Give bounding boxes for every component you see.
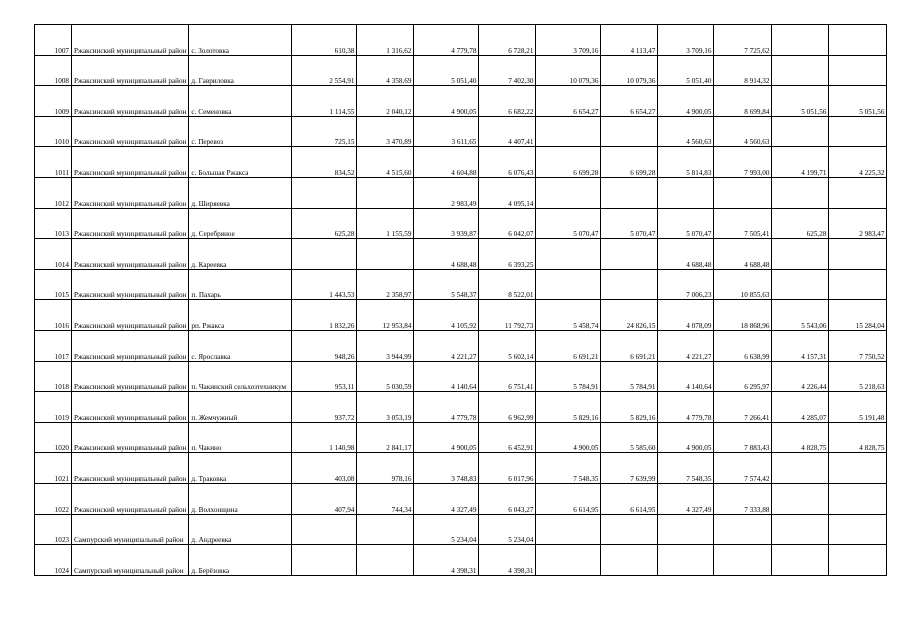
value-cell: 5 829,16: [536, 392, 601, 423]
value-cell: 6 295,97: [714, 361, 772, 392]
value-cell: 4 285,07: [772, 392, 829, 423]
table-row: [35, 483, 887, 514]
value-cell: 4 560,63: [658, 116, 714, 147]
settlement-cell: с. Золотовка: [189, 25, 292, 56]
value-cell: 6 452,91: [479, 422, 536, 453]
value-cell: [601, 545, 658, 576]
value-cell: 4 900,05: [658, 422, 714, 453]
value-cell: 6 654,27: [601, 86, 658, 117]
row-number-cell: 1018: [35, 361, 72, 392]
table-row: [35, 116, 887, 147]
value-cell: 4 327,49: [658, 483, 714, 514]
settlement-cell: с. Ярославка: [189, 330, 292, 361]
value-cell: [772, 453, 829, 484]
table-row: [35, 25, 887, 56]
row-number-cell: 1021: [35, 453, 72, 484]
row-number-cell: 1014: [35, 239, 72, 270]
row-number-cell: 1022: [35, 483, 72, 514]
settlement-cell: д. Андреевка: [189, 514, 292, 545]
table-body: [35, 25, 887, 576]
value-cell: 6 393,25: [479, 239, 536, 270]
value-cell: 8 522,01: [479, 269, 536, 300]
value-cell: 12 953,84: [357, 300, 414, 331]
value-cell: 5 191,48: [829, 392, 887, 423]
district-cell: Ржаксинский муниципальный район: [72, 25, 189, 56]
value-cell: [357, 545, 414, 576]
value-cell: [772, 545, 829, 576]
value-cell: 5 458,74: [536, 300, 601, 331]
settlement-cell: д. Ширяевка: [189, 177, 292, 208]
settlement-cell: с. Большая Ржакса: [189, 147, 292, 178]
value-cell: 6 728,21: [479, 25, 536, 56]
value-cell: 7 333,88: [714, 483, 772, 514]
row-number-cell: 1024: [35, 545, 72, 576]
value-cell: 2 983,49: [414, 177, 479, 208]
value-cell: [829, 177, 887, 208]
value-cell: [536, 239, 601, 270]
value-cell: 6 682,22: [479, 86, 536, 117]
row-number-cell: 1011: [35, 147, 72, 178]
value-cell: 10 079,36: [536, 55, 601, 86]
value-cell: [829, 25, 887, 56]
value-cell: 4 900,05: [536, 422, 601, 453]
value-cell: 5 784,91: [536, 361, 601, 392]
table-row: [35, 208, 887, 239]
value-cell: [714, 545, 772, 576]
value-cell: [601, 177, 658, 208]
row-number-cell: 1012: [35, 177, 72, 208]
value-cell: 6 614,95: [536, 483, 601, 514]
value-cell: 2 841,17: [357, 422, 414, 453]
value-cell: 11 792,73: [479, 300, 536, 331]
value-cell: [772, 177, 829, 208]
value-cell: [601, 269, 658, 300]
value-cell: [772, 514, 829, 545]
value-cell: 6 638,99: [714, 330, 772, 361]
settlement-cell: д. Траковка: [189, 453, 292, 484]
value-cell: [357, 514, 414, 545]
value-cell: [772, 55, 829, 86]
value-cell: 625,28: [292, 208, 357, 239]
value-cell: 4 095,14: [479, 177, 536, 208]
value-cell: 4 157,31: [772, 330, 829, 361]
value-cell: 4 407,41: [479, 116, 536, 147]
district-cell: Ржаксинский муниципальный район: [72, 361, 189, 392]
value-cell: 3 470,89: [357, 116, 414, 147]
value-cell: 5 543,06: [772, 300, 829, 331]
value-cell: 5 070,47: [601, 208, 658, 239]
district-cell: Ржаксинский муниципальный район: [72, 269, 189, 300]
value-cell: 4 688,48: [714, 239, 772, 270]
value-cell: 7 883,43: [714, 422, 772, 453]
value-cell: 10 079,36: [601, 55, 658, 86]
table-row: [35, 453, 887, 484]
table-row: [35, 55, 887, 86]
value-cell: [829, 116, 887, 147]
value-cell: 7 574,42: [714, 453, 772, 484]
value-cell: 8 699,84: [714, 86, 772, 117]
value-cell: 7 548,35: [658, 453, 714, 484]
settlement-cell: д. Берёзовка: [189, 545, 292, 576]
value-cell: 7 639,99: [601, 453, 658, 484]
value-cell: 5 814,83: [658, 147, 714, 178]
value-cell: 4 221,27: [658, 330, 714, 361]
value-cell: 3 709,16: [658, 25, 714, 56]
value-cell: [829, 239, 887, 270]
value-cell: 3 709,16: [536, 25, 601, 56]
value-cell: 4 688,48: [658, 239, 714, 270]
value-cell: 6 042,07: [479, 208, 536, 239]
value-cell: 4 078,09: [658, 300, 714, 331]
value-cell: [829, 453, 887, 484]
value-cell: 3 611,65: [414, 116, 479, 147]
value-cell: 4 225,32: [829, 147, 887, 178]
value-cell: 2 358,97: [357, 269, 414, 300]
district-cell: Сампурский муниципальный район: [72, 514, 189, 545]
table-row: [35, 422, 887, 453]
value-cell: 5 548,37: [414, 269, 479, 300]
value-cell: 937,72: [292, 392, 357, 423]
value-cell: 625,28: [772, 208, 829, 239]
row-number-cell: 1007: [35, 25, 72, 56]
row-number-cell: 1019: [35, 392, 72, 423]
value-cell: 7 266,41: [714, 392, 772, 423]
value-cell: [829, 55, 887, 86]
value-cell: 4 327,49: [414, 483, 479, 514]
value-cell: 7 993,00: [714, 147, 772, 178]
value-cell: 5 051,40: [658, 55, 714, 86]
value-cell: 4 900,05: [414, 86, 479, 117]
table-row: [35, 392, 887, 423]
value-cell: [601, 514, 658, 545]
value-cell: [536, 545, 601, 576]
value-cell: 7 725,62: [714, 25, 772, 56]
district-cell: Ржаксинский муниципальный район: [72, 239, 189, 270]
district-cell: Ржаксинский муниципальный район: [72, 453, 189, 484]
value-cell: 24 826,15: [601, 300, 658, 331]
value-cell: 4 560,63: [714, 116, 772, 147]
district-cell: Ржаксинский муниципальный район: [72, 330, 189, 361]
value-cell: [772, 483, 829, 514]
value-cell: [714, 177, 772, 208]
value-cell: 5 784,91: [601, 361, 658, 392]
value-cell: [772, 116, 829, 147]
settlement-cell: д. Волхонщина: [189, 483, 292, 514]
district-cell: Ржаксинский муниципальный район: [72, 147, 189, 178]
value-cell: 4 398,31: [414, 545, 479, 576]
row-number-cell: 1013: [35, 208, 72, 239]
value-cell: 953,11: [292, 361, 357, 392]
district-cell: Ржаксинский муниципальный район: [72, 208, 189, 239]
value-cell: 1 114,55: [292, 86, 357, 117]
value-cell: 1 155,59: [357, 208, 414, 239]
settlement-cell: рп. Ржакса: [189, 300, 292, 331]
value-cell: [601, 239, 658, 270]
value-cell: 5 602,14: [479, 330, 536, 361]
value-cell: 7 402,30: [479, 55, 536, 86]
value-cell: 744,34: [357, 483, 414, 514]
value-cell: 6 017,96: [479, 453, 536, 484]
value-cell: [292, 239, 357, 270]
row-number-cell: 1010: [35, 116, 72, 147]
value-cell: 4 358,69: [357, 55, 414, 86]
value-cell: [772, 269, 829, 300]
value-cell: [829, 545, 887, 576]
value-cell: 4 199,71: [772, 147, 829, 178]
value-cell: [829, 269, 887, 300]
value-cell: 3 939,87: [414, 208, 479, 239]
row-number-cell: 1020: [35, 422, 72, 453]
value-cell: [829, 483, 887, 514]
value-cell: 15 284,04: [829, 300, 887, 331]
row-number-cell: 1009: [35, 86, 72, 117]
value-cell: 6 962,99: [479, 392, 536, 423]
value-cell: 7 750,52: [829, 330, 887, 361]
settlement-cell: с. Перевоз: [189, 116, 292, 147]
value-cell: 4 779,78: [414, 392, 479, 423]
value-cell: [658, 545, 714, 576]
value-cell: 4 828,75: [829, 422, 887, 453]
district-cell: Ржаксинский муниципальный район: [72, 392, 189, 423]
value-cell: 6 699,28: [601, 147, 658, 178]
row-number-cell: 1016: [35, 300, 72, 331]
table-row: [35, 177, 887, 208]
value-cell: [536, 269, 601, 300]
settlement-cell: с. Семеновка: [189, 86, 292, 117]
value-cell: [536, 177, 601, 208]
value-cell: [829, 514, 887, 545]
value-cell: [658, 177, 714, 208]
district-cell: Ржаксинский муниципальный район: [72, 116, 189, 147]
table-row: [35, 361, 887, 392]
district-cell: Ржаксинский муниципальный район: [72, 55, 189, 86]
value-cell: 4 779,78: [414, 25, 479, 56]
value-cell: 5 030,59: [357, 361, 414, 392]
table-row: [35, 86, 887, 117]
value-cell: 7 006,23: [658, 269, 714, 300]
value-cell: 4 398,31: [479, 545, 536, 576]
row-number-cell: 1023: [35, 514, 72, 545]
value-cell: 4 900,05: [658, 86, 714, 117]
value-cell: 5 070,47: [658, 208, 714, 239]
value-cell: [292, 177, 357, 208]
value-cell: 6 654,27: [536, 86, 601, 117]
value-cell: 4 828,75: [772, 422, 829, 453]
value-cell: 6 751,41: [479, 361, 536, 392]
value-cell: 5 829,16: [601, 392, 658, 423]
value-cell: 5 585,60: [601, 422, 658, 453]
value-cell: 5 051,56: [829, 86, 887, 117]
value-cell: 2 983,47: [829, 208, 887, 239]
value-cell: 3 053,19: [357, 392, 414, 423]
value-cell: 4 515,60: [357, 147, 414, 178]
value-cell: 6 076,43: [479, 147, 536, 178]
table-row: [35, 514, 887, 545]
value-cell: 6 043,27: [479, 483, 536, 514]
settlement-cell: п. Пахарь: [189, 269, 292, 300]
settlement-cell: д. Серебряное: [189, 208, 292, 239]
district-cell: Ржаксинский муниципальный район: [72, 422, 189, 453]
district-cell: Ржаксинский муниципальный район: [72, 300, 189, 331]
value-cell: 3 748,83: [414, 453, 479, 484]
table-row: [35, 545, 887, 576]
value-cell: 1 443,53: [292, 269, 357, 300]
settlement-cell: п. Жемчужный: [189, 392, 292, 423]
value-cell: 4 140,64: [414, 361, 479, 392]
value-cell: 4 221,27: [414, 330, 479, 361]
value-cell: [536, 514, 601, 545]
value-cell: [536, 116, 601, 147]
value-cell: 5 051,56: [772, 86, 829, 117]
value-cell: 4 900,05: [414, 422, 479, 453]
value-cell: [357, 177, 414, 208]
value-cell: 4 140,64: [658, 361, 714, 392]
value-cell: 6 691,21: [536, 330, 601, 361]
value-cell: 18 868,96: [714, 300, 772, 331]
value-cell: 4 604,88: [414, 147, 479, 178]
value-cell: 1 140,98: [292, 422, 357, 453]
value-cell: 10 855,63: [714, 269, 772, 300]
settlement-cell: д. Кареевка: [189, 239, 292, 270]
value-cell: 8 914,32: [714, 55, 772, 86]
district-cell: Сампурский муниципальный район: [72, 545, 189, 576]
settlement-cell: п. Чакино: [189, 422, 292, 453]
value-cell: [601, 116, 658, 147]
value-cell: 610,38: [292, 25, 357, 56]
value-cell: 2 554,91: [292, 55, 357, 86]
value-cell: 4 226,44: [772, 361, 829, 392]
value-cell: 407,94: [292, 483, 357, 514]
value-cell: 5 218,63: [829, 361, 887, 392]
value-cell: 7 505,41: [714, 208, 772, 239]
value-cell: 6 691,21: [601, 330, 658, 361]
value-cell: 403,08: [292, 453, 357, 484]
table-row: [35, 330, 887, 361]
value-cell: 4 688,48: [414, 239, 479, 270]
value-cell: [714, 514, 772, 545]
value-cell: 5 234,04: [479, 514, 536, 545]
table-row: [35, 269, 887, 300]
value-cell: [772, 25, 829, 56]
table-row: [35, 300, 887, 331]
value-cell: 4 113,47: [601, 25, 658, 56]
value-cell: 4 779,78: [658, 392, 714, 423]
tariff-table: [34, 24, 887, 576]
settlement-cell: п. Чакинский сельхозтехникум: [189, 361, 292, 392]
value-cell: 5 070,47: [536, 208, 601, 239]
value-cell: 3 944,99: [357, 330, 414, 361]
value-cell: 834,52: [292, 147, 357, 178]
value-cell: [292, 545, 357, 576]
value-cell: 4 105,92: [414, 300, 479, 331]
value-cell: [658, 514, 714, 545]
district-cell: Ржаксинский муниципальный район: [72, 86, 189, 117]
value-cell: [292, 514, 357, 545]
value-cell: 978,16: [357, 453, 414, 484]
value-cell: 1 832,26: [292, 300, 357, 331]
value-cell: 1 316,62: [357, 25, 414, 56]
value-cell: [357, 239, 414, 270]
district-cell: Ржаксинский муниципальный район: [72, 483, 189, 514]
value-cell: [772, 239, 829, 270]
settlement-cell: д. Гавриловка: [189, 55, 292, 86]
row-number-cell: 1017: [35, 330, 72, 361]
row-number-cell: 1015: [35, 269, 72, 300]
value-cell: 6 699,28: [536, 147, 601, 178]
value-cell: 7 548,35: [536, 453, 601, 484]
value-cell: 5 051,40: [414, 55, 479, 86]
value-cell: 2 040,12: [357, 86, 414, 117]
value-cell: 5 234,04: [414, 514, 479, 545]
value-cell: 6 614,95: [601, 483, 658, 514]
district-cell: Ржаксинский муниципальный район: [72, 177, 189, 208]
value-cell: 725,15: [292, 116, 357, 147]
row-number-cell: 1008: [35, 55, 72, 86]
table-row: [35, 147, 887, 178]
table-row: [35, 239, 887, 270]
value-cell: 948,26: [292, 330, 357, 361]
